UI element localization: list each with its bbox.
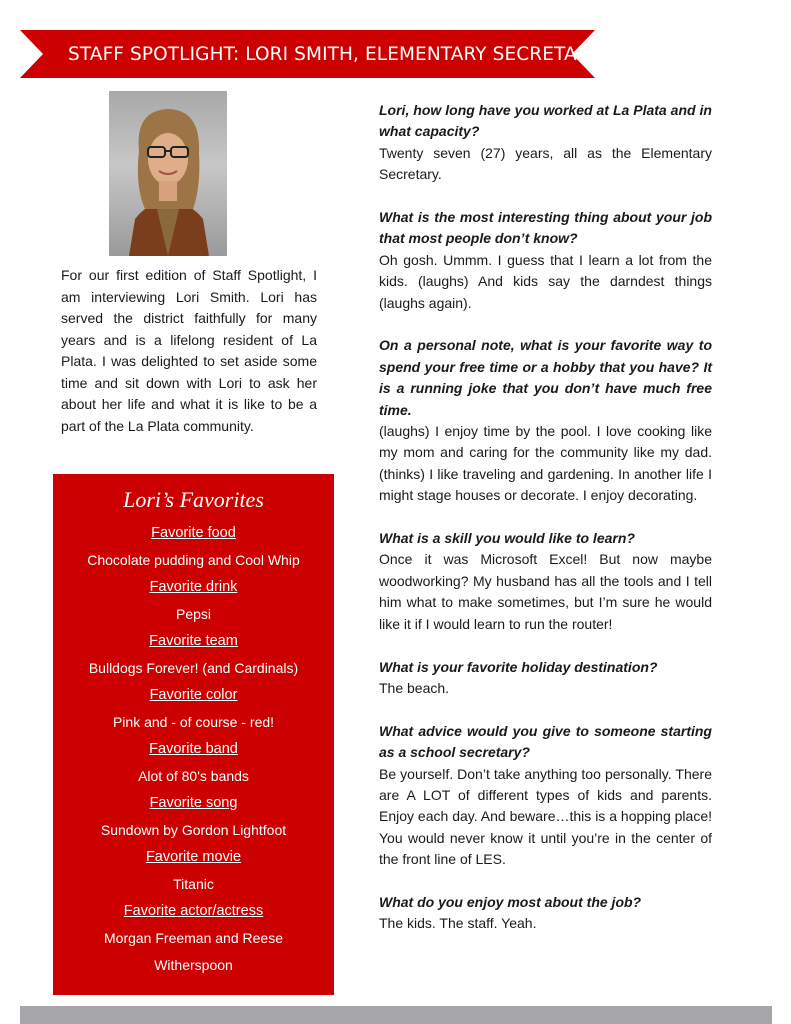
favorite-value: Sundown by Gordon Lightfoot — [100, 822, 287, 838]
favorite-value: Pepsi — [175, 606, 212, 622]
interview-question: What advice would you give to someone starting as a school secretary? — [379, 722, 712, 761]
interview-item — [379, 207, 712, 314]
favorite-value: Alot of 80's bands — [138, 768, 249, 784]
footer-bar — [20, 1006, 772, 1024]
interview-item — [379, 657, 712, 700]
favorite-label: Favorite band — [149, 741, 238, 757]
interview-question: On a personal note, what is your favorite way to spend your free time or a hobby that you have? It is a running joke that you don’t have much free time. — [379, 337, 712, 418]
interview-item — [379, 100, 712, 186]
interview-item — [379, 892, 712, 935]
favorite-value: Bulldogs Forever! (and Cardinals) — [88, 660, 299, 676]
favorite-value: Chocolate pudding and Cool Whip — [87, 552, 300, 568]
interview-question: What do you enjoy most about the job? — [379, 893, 642, 910]
favorite-label: Favorite actor/actress — [123, 903, 264, 919]
interview-question: What is your favorite holiday destination? — [379, 658, 658, 675]
interview-item — [379, 528, 712, 635]
staff-portrait-photo — [109, 91, 227, 256]
favorites-heading: Lori’s Favorites — [123, 487, 264, 512]
interview-item — [379, 335, 712, 506]
interview-answer: The beach. — [379, 679, 450, 696]
favorite-value: Morgan Freeman and Reese Witherspoon — [104, 930, 283, 973]
favorite-label: Favorite team — [149, 633, 238, 649]
favorites-box — [53, 474, 334, 995]
page-title: STAFF SPOTLIGHT: LORI SMITH, ELEMENTARY SECRETARY — [68, 44, 600, 65]
portrait-illustration — [109, 91, 227, 256]
interview-answer: The kids. The staff. Yeah. — [379, 915, 537, 932]
favorite-value: Titanic — [173, 876, 214, 892]
favorite-label: Favorite color — [149, 687, 238, 703]
interview-question: Lori, how long have you worked at La Plata and in what capacity? — [379, 102, 712, 140]
interview-answer: Be yourself. Don’t take anything too personally. There are A LOT of different types of kids and parents. Enjoy each day. And beware…this is a hopping place! You would never know it until you’re in the center of the front line of LES. — [379, 765, 712, 868]
favorite-label: Favorite movie — [145, 849, 242, 865]
favorite-label: Favorite song — [149, 795, 238, 811]
favorite-value: Pink and - of course - red! — [112, 714, 275, 730]
favorite-label: Favorite food — [151, 525, 236, 541]
interview-question: What is the most interesting thing about your job that most people don’t know? — [379, 209, 712, 247]
interview-answer: Twenty seven (27) years, all as the Elementary Secretary. — [379, 144, 712, 183]
interview-question: What is a skill you would like to learn? — [379, 530, 635, 547]
interview-item — [379, 721, 712, 871]
interview-answer: (laughs) I enjoy time by the pool. I love cooking like my mom and caring for the community like my dad. (thinks) I like traveling and gardening. In another life I might stage houses or decorate. I enjoy decorating. — [379, 423, 712, 504]
interview-answer: Oh gosh. Ummm. I guess that I learn a lot from the kids. (laughs) And kids say the darndest things (laughs again). — [379, 251, 712, 311]
interview-column — [379, 100, 712, 956]
favorite-label: Favorite drink — [149, 579, 238, 595]
intro-paragraph: For our first edition of Staff Spotlight, I am interviewing Lori Smith. Lori has served the district faithfully for many years and is a lifelong resident of La Plata. I was delighted to set aside some time and sit down with Lori to ask her about her life and what it is like to be a part of the La Plata community. — [61, 267, 317, 434]
interview-answer: Once it was Microsoft Excel! But now maybe woodworking? My husband has all the tools and I tell him what to make sometimes, but I’m sure he would like it if I would learn to run the router! — [379, 551, 712, 632]
